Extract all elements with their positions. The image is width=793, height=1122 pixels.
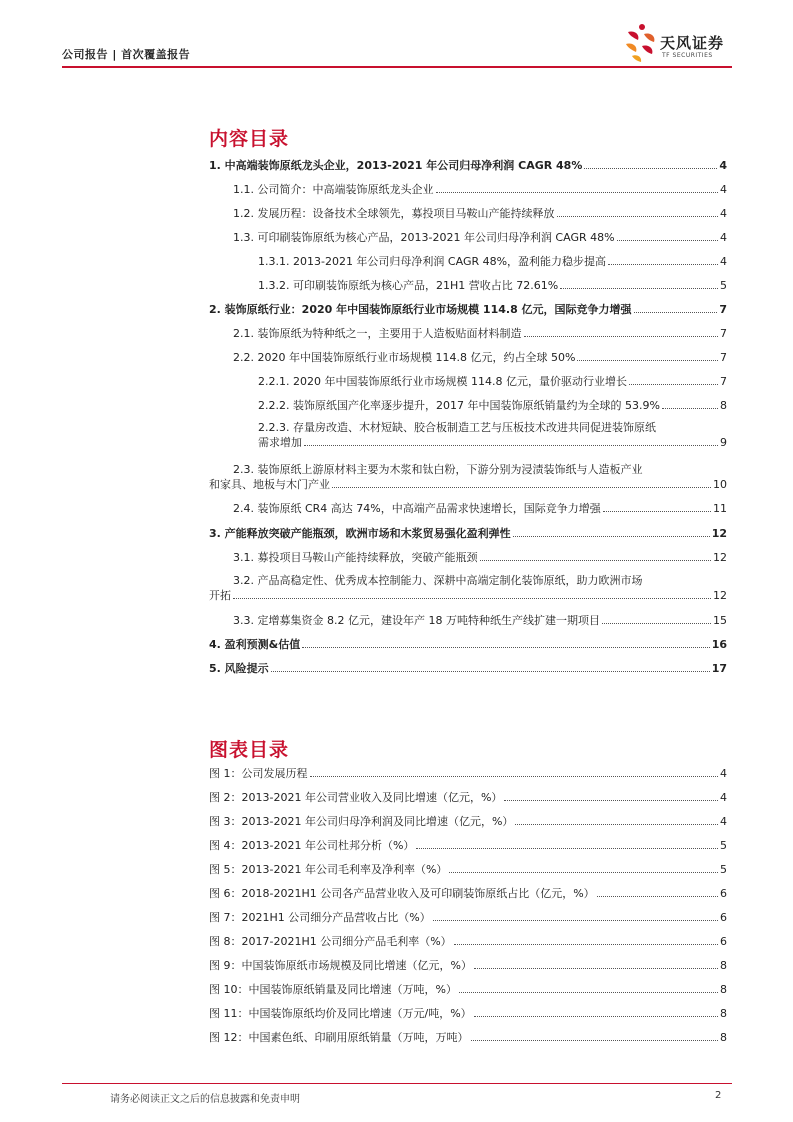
toc-entry-page: 12 bbox=[713, 589, 727, 602]
toc-entry[interactable] bbox=[209, 254, 727, 269]
toc-entry-text: 5. 风险提示 bbox=[209, 662, 269, 675]
toc-entry-page: 7 bbox=[720, 351, 727, 364]
figure-entry-page: 6 bbox=[720, 887, 727, 900]
figure-entry[interactable] bbox=[209, 838, 727, 853]
figure-entry[interactable] bbox=[209, 1006, 727, 1021]
toc-entry-text: 4. 盈利预测&估值 bbox=[209, 638, 301, 651]
leader-dots bbox=[634, 312, 718, 313]
figure-entry-text: 图 2：2013-2021 年公司营业收入及同比增速（亿元，%） bbox=[209, 791, 503, 804]
figure-entry-page: 8 bbox=[720, 1007, 727, 1020]
toc-entry-text: 1.1. 公司简介：中高端装饰原纸龙头企业 bbox=[233, 183, 434, 196]
leader-dots bbox=[459, 992, 718, 993]
leader-dots bbox=[557, 216, 719, 217]
leader-dots bbox=[515, 824, 718, 825]
footer-disclaimer: 请务必阅读正文之后的信息披露和免责申明 bbox=[110, 1094, 300, 1105]
figure-entry-page: 6 bbox=[720, 935, 727, 948]
figure-entry-text: 图 6：2018-2021H1 公司各产品营业收入及可印刷装饰原纸占比（亿元，%） bbox=[209, 887, 595, 900]
figure-entry[interactable] bbox=[209, 766, 727, 781]
leader-dots bbox=[233, 598, 711, 599]
leader-dots bbox=[513, 536, 710, 537]
toc-entry[interactable] bbox=[209, 420, 727, 450]
leader-dots bbox=[332, 487, 711, 488]
toc-entry-text: 2.4. 装饰原纸 CR4 高达 74%，中高端产品需求快速增长，国际竞争力增强 bbox=[233, 502, 601, 515]
figure-entry-text: 图 5：2013-2021 年公司毛利率及净利率（%） bbox=[209, 863, 448, 876]
figure-entry-text: 图 9：中国装饰原纸市场规模及同比增速（亿元，%） bbox=[209, 959, 472, 972]
leader-dots bbox=[271, 671, 710, 672]
leader-dots bbox=[310, 776, 719, 777]
toc-entry-page: 5 bbox=[720, 279, 727, 292]
toc-entry-page: 7 bbox=[720, 327, 727, 340]
company-logo bbox=[622, 22, 734, 64]
leader-dots bbox=[524, 336, 719, 337]
figure-entry-page: 4 bbox=[720, 791, 727, 804]
leader-dots bbox=[577, 360, 718, 361]
toc-entry-text: 3.2. 产品高稳定性、优秀成本控制能力、深耕中高端定制化装饰原纸，助力欧洲市场 bbox=[233, 574, 643, 587]
toc-entry-text: 2.2.3. 存量房改造、木材短缺、胶合板制造工艺与压板技术改进共同促进装饰原纸 bbox=[258, 421, 656, 434]
toc-entry[interactable] bbox=[209, 158, 727, 173]
leader-dots bbox=[480, 560, 712, 561]
figure-entry-page: 8 bbox=[720, 1031, 727, 1044]
toc-entry-text-continued: 需求增加 bbox=[258, 436, 302, 449]
footer-divider bbox=[62, 1083, 732, 1084]
leader-dots bbox=[602, 623, 711, 624]
report-type-label: 公司报告 | 首次覆盖报告 bbox=[62, 48, 191, 61]
toc-entry-page: 4 bbox=[720, 231, 727, 244]
leader-dots bbox=[471, 1040, 719, 1041]
figure-entry[interactable] bbox=[209, 814, 727, 829]
toc-entry[interactable] bbox=[209, 374, 727, 389]
toc-entry-page: 9 bbox=[720, 436, 727, 449]
toc-entry[interactable] bbox=[209, 637, 727, 652]
figure-entry-text: 图 8：2017-2021H1 公司细分产品毛利率（%） bbox=[209, 935, 452, 948]
leader-dots bbox=[629, 384, 718, 385]
leader-dots bbox=[416, 848, 718, 849]
toc-entry-page: 12 bbox=[711, 527, 727, 540]
leader-dots bbox=[449, 872, 718, 873]
toc-entry-page: 7 bbox=[719, 303, 727, 316]
figure-entry-page: 8 bbox=[720, 959, 727, 972]
toc-entry[interactable] bbox=[209, 302, 727, 317]
leader-dots bbox=[662, 408, 718, 409]
toc-entry-text: 1. 中高端装饰原纸龙头企业，2013-2021 年公司归母净利润 CAGR 48% bbox=[209, 159, 583, 172]
leader-dots bbox=[560, 288, 718, 289]
figure-entry-text: 图 11：中国装饰原纸均价及同比增速（万元/吨，%） bbox=[209, 1007, 472, 1020]
leader-dots bbox=[436, 192, 719, 193]
figure-entry[interactable] bbox=[209, 958, 727, 973]
figure-entry-text: 图 10：中国装饰原纸销量及同比增速（万吨，%） bbox=[209, 983, 457, 996]
leader-dots bbox=[608, 264, 718, 265]
leader-dots bbox=[433, 920, 718, 921]
leader-dots bbox=[474, 1016, 718, 1017]
leader-dots bbox=[474, 968, 718, 969]
leader-dots bbox=[504, 800, 718, 801]
toc-entry-text: 1.3.2. 可印刷装饰原纸为核心产品，21H1 营收占比 72.61% bbox=[258, 279, 559, 292]
toc-entry-text: 1.3.1. 2013-2021 年公司归母净利润 CAGR 48%，盈利能力稳步提高 bbox=[258, 255, 607, 268]
toc-entry-text: 3.3. 定增募集资金 8.2 亿元，建设年产 18 万吨特种纸生产线扩建一期项目 bbox=[233, 614, 600, 627]
toc-entry-text-continued: 和家具、地板与木门产业 bbox=[209, 478, 330, 491]
toc-entry-text: 1.3. 可印刷装饰原纸为核心产品，2013-2021 年公司归母净利润 CAGR 48% bbox=[233, 231, 615, 244]
toc-entry-text: 2. 装饰原纸行业：2020 年中国装饰原纸行业市场规模 114.8 亿元，国际竞争力增强 bbox=[209, 303, 632, 316]
figure-entry[interactable] bbox=[209, 1030, 727, 1045]
figure-entry-page: 6 bbox=[720, 911, 727, 924]
toc-entry[interactable] bbox=[209, 326, 727, 341]
toc-entry[interactable] bbox=[209, 278, 727, 293]
figure-entry[interactable] bbox=[209, 886, 727, 901]
figures-title: 图表目录 bbox=[209, 739, 290, 761]
toc-entry[interactable] bbox=[209, 613, 727, 628]
leader-dots bbox=[304, 445, 718, 446]
leader-dots bbox=[454, 944, 718, 945]
toc-entry[interactable] bbox=[209, 206, 727, 221]
toc-entry-page: 11 bbox=[713, 502, 727, 515]
figure-entry-text: 图 1：公司发展历程 bbox=[209, 767, 308, 780]
figure-entry-page: 8 bbox=[720, 983, 727, 996]
figure-entry[interactable] bbox=[209, 790, 727, 805]
toc-entry[interactable] bbox=[209, 661, 727, 676]
toc-entry-text: 2.2. 2020 年中国装饰原纸行业市场规模 114.8 亿元，约占全球 50% bbox=[233, 351, 576, 364]
figure-entry-page: 5 bbox=[720, 863, 727, 876]
figure-entry-page: 5 bbox=[720, 839, 727, 852]
toc-entry-page: 15 bbox=[713, 614, 727, 627]
toc-entry[interactable] bbox=[209, 398, 727, 413]
logo-text-cn: 天风证券 bbox=[660, 34, 725, 52]
figure-entry-page: 4 bbox=[720, 767, 727, 780]
toc-entry-page: 12 bbox=[713, 551, 727, 564]
toc-entry[interactable] bbox=[209, 350, 727, 365]
header-divider bbox=[62, 66, 732, 68]
toc-entry-page: 4 bbox=[720, 255, 727, 268]
leader-dots bbox=[597, 896, 718, 897]
page-number: 2 bbox=[715, 1090, 722, 1101]
toc-entry[interactable] bbox=[209, 550, 727, 565]
toc-entry-text: 3. 产能释放突破产能瓶颈，欧洲市场和木浆贸易强化盈利弹性 bbox=[209, 527, 511, 540]
leader-dots bbox=[603, 511, 711, 512]
toc-entry-page: 8 bbox=[720, 399, 727, 412]
leader-dots bbox=[617, 240, 718, 241]
figure-entry[interactable] bbox=[209, 982, 727, 997]
toc-entry-text: 1.2. 发展历程：设备技术全球领先，募投项目马鞍山产能持续释放 bbox=[233, 207, 555, 220]
figure-entry-page: 4 bbox=[720, 815, 727, 828]
toc-entry-page: 10 bbox=[713, 478, 727, 491]
logo-mark-icon bbox=[622, 22, 658, 64]
toc-entry-text: 3.1. 募投项目马鞍山产能持续释放，突破产能瓶颈 bbox=[233, 551, 478, 564]
figure-entry-text: 图 3：2013-2021 年公司归母净利润及同比增速（亿元，%） bbox=[209, 815, 514, 828]
toc-entry-page: 16 bbox=[711, 638, 727, 651]
toc-entry-text: 2.3. 装饰原纸上游原材料主要为木浆和钛白粉，下游分别为浸渍装饰纸与人造板产业 bbox=[233, 463, 643, 476]
figure-entry[interactable] bbox=[209, 862, 727, 877]
toc-entry-page: 17 bbox=[711, 662, 727, 675]
figure-entry[interactable] bbox=[209, 934, 727, 949]
leader-dots bbox=[302, 647, 709, 648]
toc-entry-page: 7 bbox=[720, 375, 727, 388]
figure-entry-text: 图 4：2013-2021 年公司杜邦分析（%） bbox=[209, 839, 415, 852]
toc-entry[interactable] bbox=[209, 501, 727, 516]
figure-entry-text: 图 12：中国素色纸、印刷用原纸销量（万吨，万吨） bbox=[209, 1031, 469, 1044]
toc-entry-page: 4 bbox=[719, 159, 727, 172]
toc-entry-page: 4 bbox=[720, 207, 727, 220]
logo-text-en: TF SECURITIES bbox=[662, 52, 713, 59]
toc-entry-text: 2.2.2. 装饰原纸国产化率逐步提升，2017 年中国装饰原纸销量约为全球的 53.9% bbox=[258, 399, 660, 412]
leader-dots bbox=[584, 168, 717, 169]
toc-entry-text: 2.1. 装饰原纸为特种纸之一，主要用于人造板贴面材料制造 bbox=[233, 327, 522, 340]
figure-entry[interactable] bbox=[209, 910, 727, 925]
toc-title: 内容目录 bbox=[209, 128, 290, 150]
toc-entry[interactable] bbox=[209, 230, 727, 245]
toc-entry-text-continued: 开拓 bbox=[209, 589, 231, 602]
toc-entry[interactable] bbox=[209, 573, 727, 603]
toc-entry[interactable] bbox=[209, 526, 727, 541]
figure-entry-text: 图 7：2021H1 公司细分产品营收占比（%） bbox=[209, 911, 431, 924]
toc-entry[interactable] bbox=[209, 462, 727, 492]
toc-entry[interactable] bbox=[209, 182, 727, 197]
toc-entry-text: 2.2.1. 2020 年中国装饰原纸行业市场规模 114.8 亿元，量价驱动行业增长 bbox=[258, 375, 627, 388]
toc-entry-page: 4 bbox=[720, 183, 727, 196]
